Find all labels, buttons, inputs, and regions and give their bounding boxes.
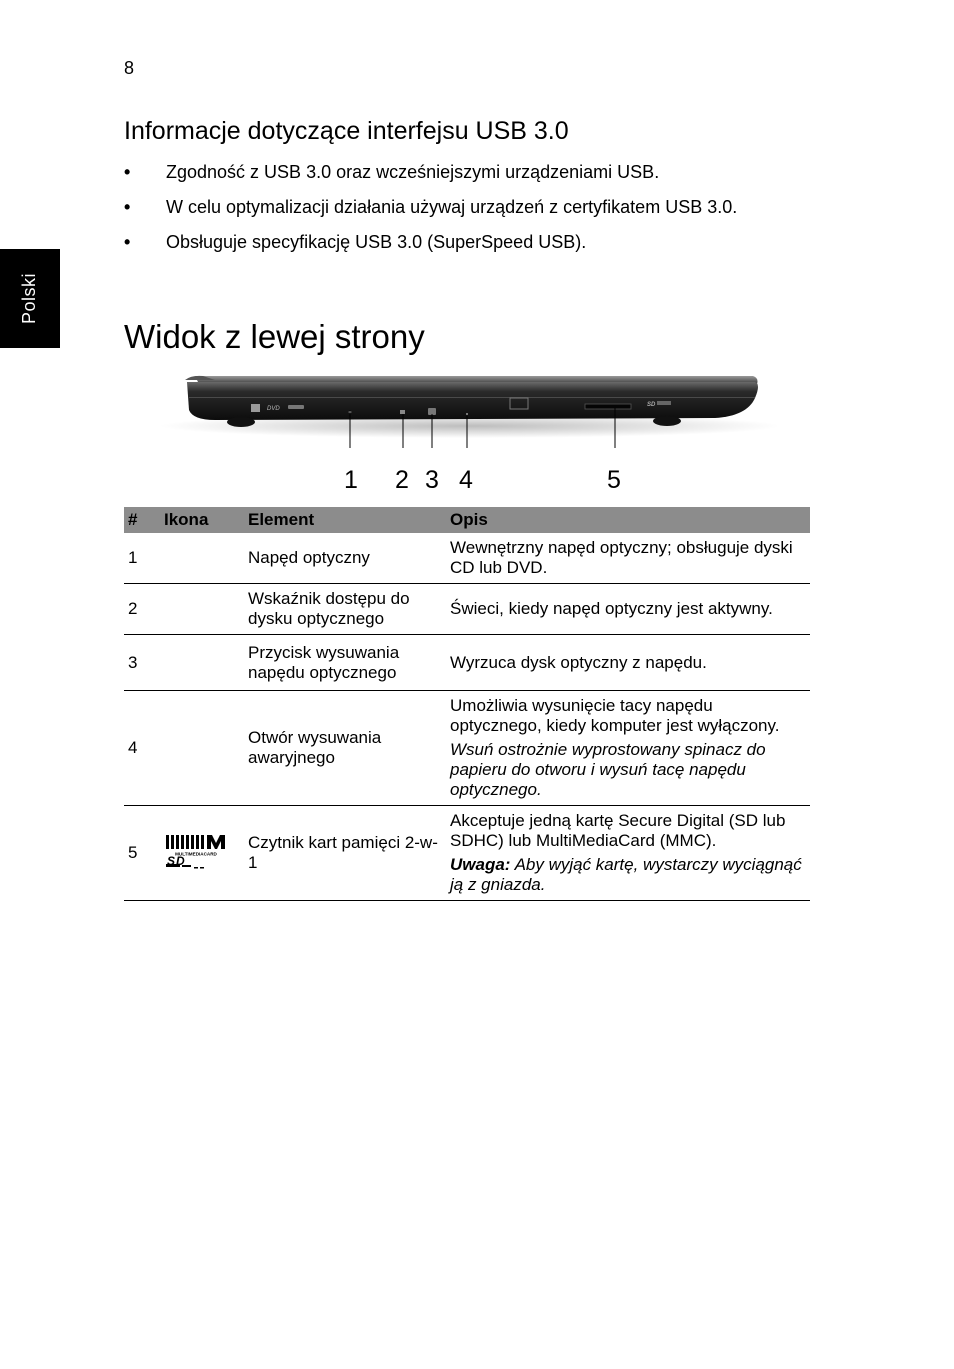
bullet-dot-icon: • [124, 197, 131, 217]
header-description: Opis [446, 507, 810, 533]
laptop-left-side-illustration [155, 368, 785, 448]
row-description: Akceptuje jedną kartę Secure Digital (SD lub SDHC) lub MultiMediaCard (MMC). [450, 811, 786, 850]
callout-5: 5 [607, 466, 621, 494]
note-label: Uwaga: [450, 855, 511, 874]
bullet-item: • W celu optymalizacji działania używaj urządzeń z certyfikatem USB 3.0. [124, 195, 764, 220]
bullet-item: • Zgodność z USB 3.0 oraz wcześniejszymi urządzeniami USB. [124, 160, 764, 185]
svg-text:D: D [176, 854, 185, 868]
card-reader-slot [585, 404, 631, 409]
header-number: # [124, 507, 160, 533]
table-row: 5 MULTIMEDIACARD S D Czytnik kart pamięci 2-w-1 Akceptuje jedną kartę Secure Digital (SD lub SDHC) lub MultiMediaCard (MMC). Uwaga: Aby wyjąć kartę, wystarczy wyciągnąć ją z gniazda. [124, 806, 810, 901]
ports-table [124, 507, 810, 901]
callout-3: 3 [425, 466, 439, 494]
eject-logo-icon [251, 404, 260, 412]
row-note: Uwaga: Aby wyjąć kartę, wystarczy wyciągnąć ją z gniazda. [450, 855, 802, 894]
row-note: Wsuń ostrożnie wyprostowany spinacz do papieru do otworu i wysuń tacę napędu optycznego. [450, 740, 766, 799]
bullet-item: • Obsługuje specyfikację USB 3.0 (SuperSpeed USB). [124, 230, 764, 255]
left-view-heading: Widok z lewej strony [124, 318, 425, 355]
header-element: Element [244, 507, 446, 533]
table-row: 4 Otwór wysuwania awaryjnego Umożliwia wysunięcie tacy napędu optycznego, kiedy komputer jest wyłączony. Wsuń ostrożnie wyprostowany spinacz do papieru do otworu i wysuń tacę napędu optycznego. [124, 691, 810, 806]
bullet-dot-icon: • [124, 162, 131, 182]
table-header-row [124, 507, 810, 533]
page-number: 8 [124, 58, 135, 78]
language-label: Polski [19, 272, 40, 325]
table-row: 1 Napęd optyczny Wewnętrzny napęd optyczny; obsługuje dyski CD lub DVD. [124, 533, 810, 584]
multimediacard-sd-icon [164, 833, 228, 873]
sd-logo: SD [647, 402, 656, 408]
callout-1: 1 [344, 466, 358, 494]
callout-4: 4 [459, 466, 473, 494]
table-row: 3 Przycisk wysuwania napędu optycznego Wyrzuca dysk optyczny z napędu. [124, 635, 810, 691]
row-description: Umożliwia wysunięcie tacy napędu optycznego, kiedy komputer jest wyłączony. [450, 696, 780, 735]
dvd-logo: DVD [267, 406, 280, 412]
emergency-eject-hole [466, 413, 468, 415]
usb-bullet-list [124, 160, 764, 265]
language-side-tab [0, 249, 60, 348]
table-row: 2 Wskaźnik dostępu do dysku optycznego Świeci, kiedy napęd optyczny jest aktywny. [124, 584, 810, 635]
svg-text:S: S [167, 854, 176, 868]
drive-led [400, 410, 405, 414]
base-shell [187, 382, 758, 420]
header-icon: Ikona [160, 507, 244, 533]
mmc-icon-text: MULTIMEDIACARD [175, 851, 217, 857]
eject-button [428, 408, 436, 415]
front-foot [227, 417, 255, 427]
rear-foot [653, 416, 681, 426]
bullet-dot-icon: • [124, 232, 131, 252]
usb-section-heading: Informacje dotyczące interfejsu USB 3.0 [124, 117, 569, 145]
callout-2: 2 [395, 466, 409, 494]
